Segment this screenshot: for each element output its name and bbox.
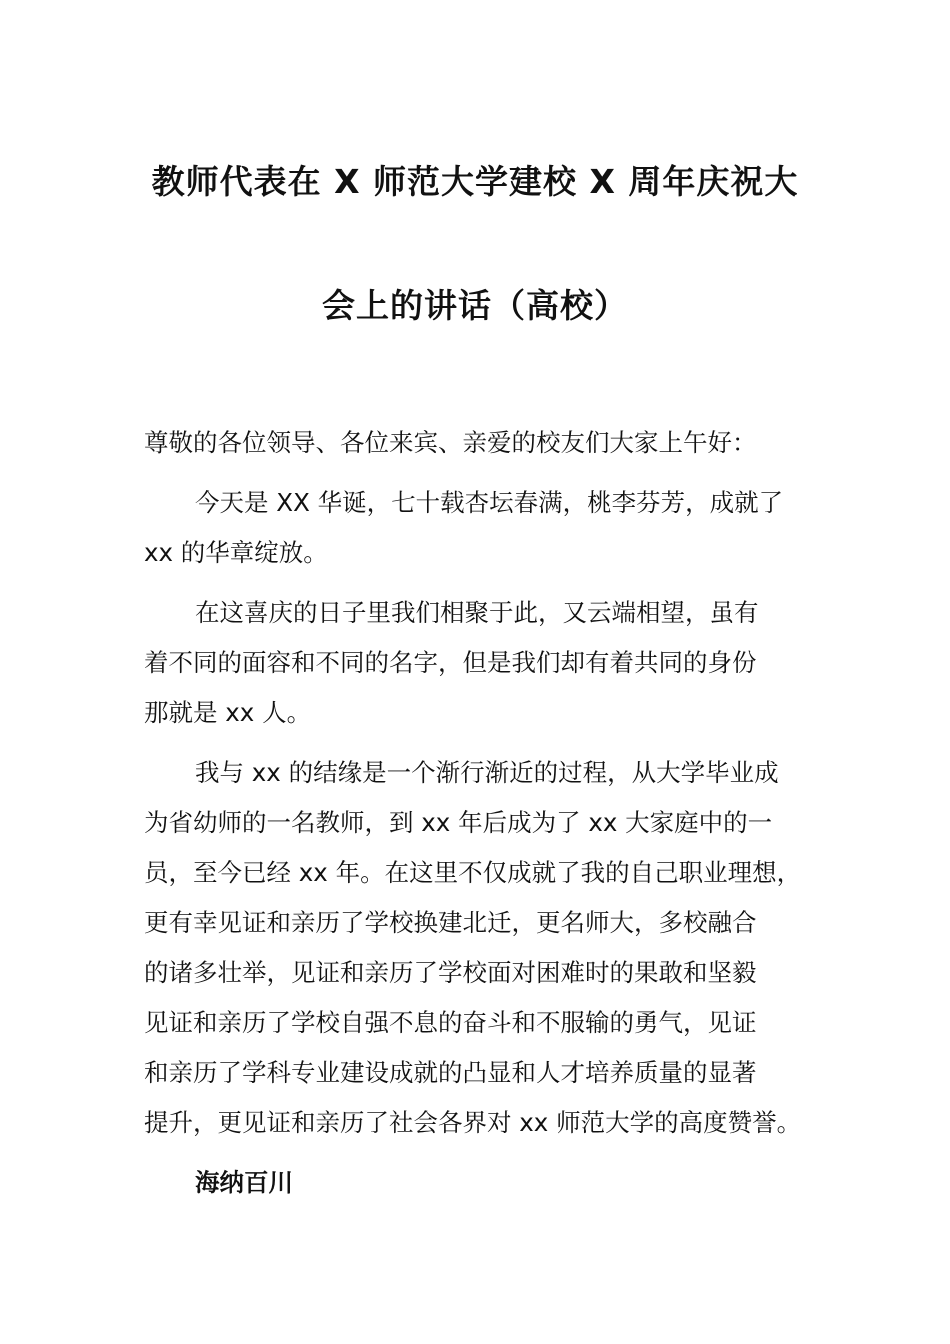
- paragraph-line: 在这喜庆的日子里我们相聚于此，又云端相望，虽有: [195, 598, 759, 627]
- paragraph-line: 提升，更见证和亲历了社会各界对 xx 师范大学的高度赞誉。: [144, 1108, 802, 1137]
- document-title-line-1: 教师代表在 X 师范大学建校 X 周年庆祝大: [151, 162, 799, 201]
- salutation: 尊敬的各位领导、各位来宾、亲爱的校友们大家上午好：: [144, 428, 757, 457]
- paragraph-3: [144, 748, 816, 1148]
- paragraph-line: 今天是 XX 华诞，七十载杏坛春满，桃李芬芳，成就了: [195, 488, 784, 517]
- paragraph-1: [144, 478, 816, 578]
- paragraph-line: xx 的华章绽放。: [144, 538, 328, 567]
- paragraph-line: 为省幼师的一名教师，到 xx 年后成为了 xx 大家庭中的一: [144, 808, 773, 837]
- paragraph-line: 那就是 xx 人。: [144, 698, 312, 727]
- paragraph-line: 员，至今已经 xx 年。在这里不仅成就了我的自己职业理想，: [144, 858, 802, 887]
- paragraph-line: 的诸多壮举，见证和亲历了学校面对困难时的果敢和坚毅: [144, 958, 757, 987]
- paragraph-line: 更有幸见证和亲历了学校换建北迁，更名师大，多校融合: [144, 908, 757, 937]
- paragraph-2: [144, 588, 816, 738]
- section-heading: 海纳百川: [195, 1168, 293, 1197]
- document-body: [144, 418, 816, 1208]
- paragraph-line: 和亲历了学科专业建设成就的凸显和人才培养质量的显著: [144, 1058, 757, 1087]
- paragraph-line: 我与 xx 的结缘是一个渐行渐近的过程，从大学毕业成: [195, 758, 779, 787]
- document-title-line-2: 会上的讲话（高校）: [322, 286, 628, 325]
- paragraph-line: 着不同的面容和不同的名字，但是我们却有着共同的身份: [144, 648, 757, 677]
- paragraph-line: 见证和亲历了学校自强不息的奋斗和不服输的勇气，见证: [144, 1008, 757, 1037]
